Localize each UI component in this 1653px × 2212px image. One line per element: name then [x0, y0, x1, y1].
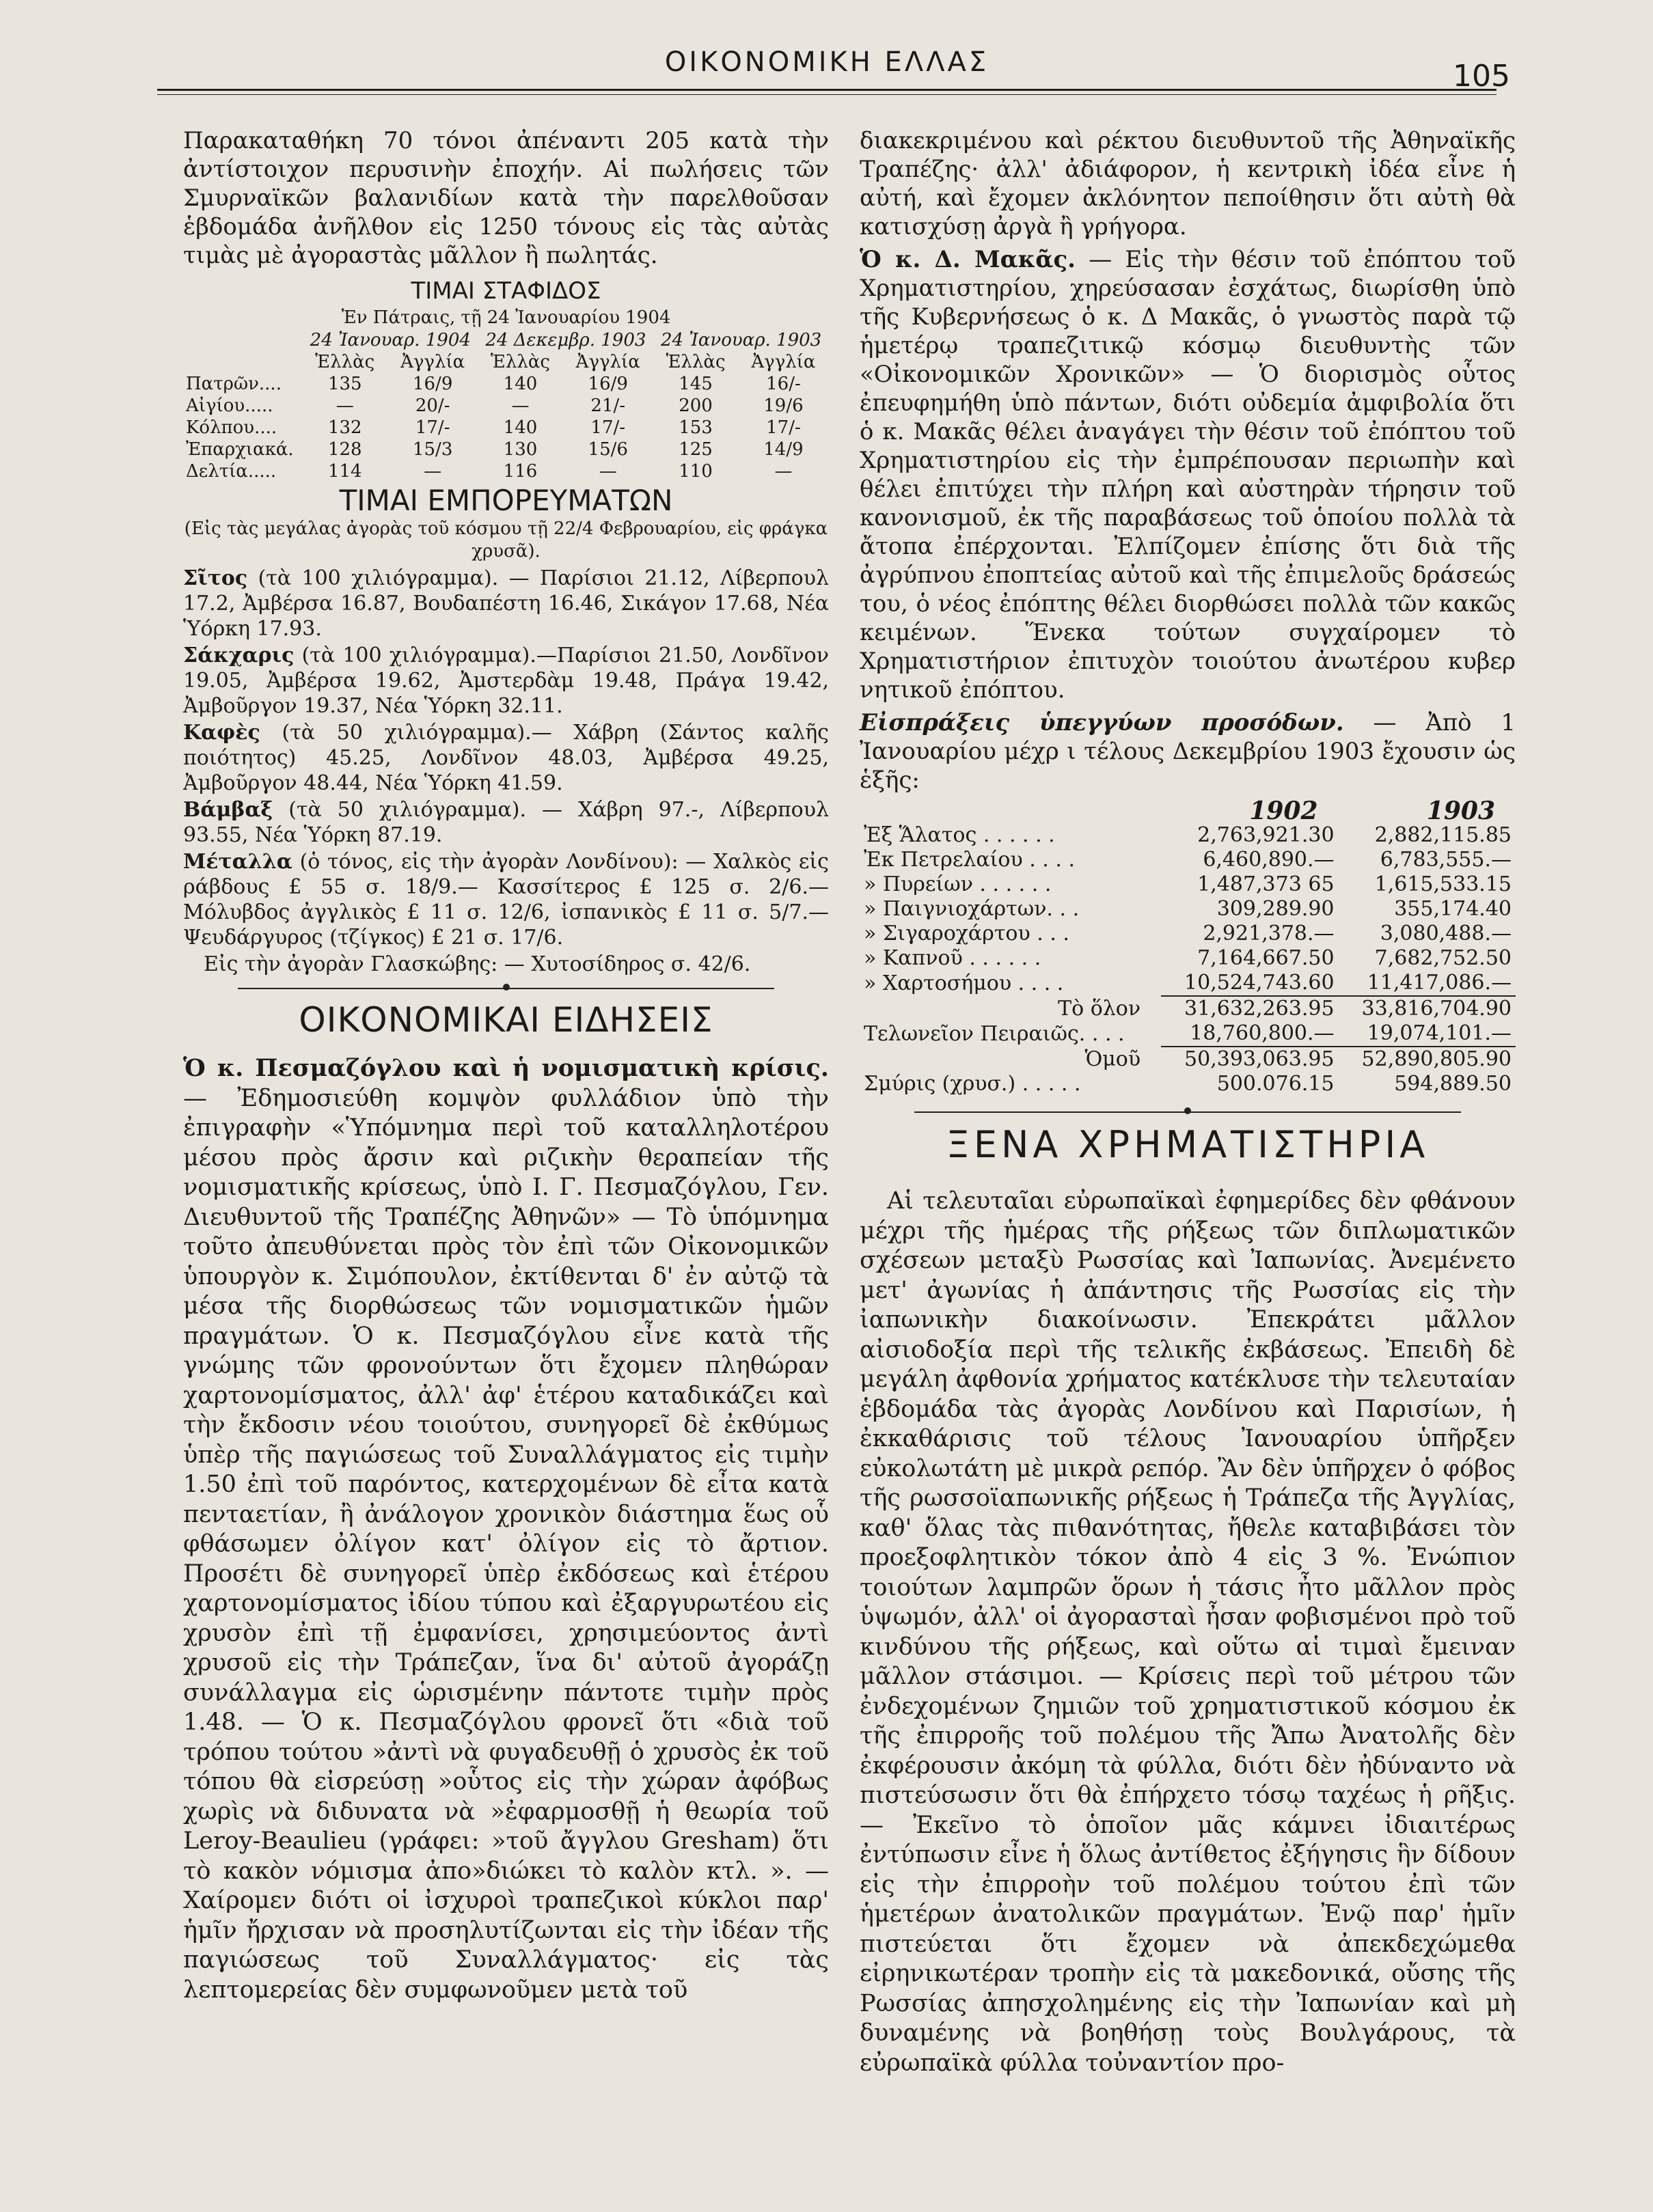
revenue-amount: 10,524,743.60	[1161, 971, 1338, 996]
section-heading-economic-news: ΟΙΚΟΝΟΜΙΚΑΙ ΕΙΔΗΣΕΙΣ	[299, 1000, 713, 1040]
raisin-col-header: Ἑλλὰς	[315, 352, 375, 372]
raisin-price: 110	[679, 461, 713, 482]
revenue-source: » Σιγαροχάρτου . . .	[864, 922, 1069, 945]
table-row	[183, 439, 829, 460]
raisin-price: 17/-	[766, 417, 801, 438]
raisin-price: 125	[679, 439, 713, 460]
raisin-price: —	[774, 461, 793, 482]
goods-list	[183, 566, 829, 950]
article-lead: Ὁ κ. Πεσμαζόγλου καὶ ἡ νομισματικὴ κρίσις.	[183, 1054, 829, 1082]
revenue-source: » Καπνοῦ . . . . . .	[864, 946, 1041, 970]
revenue-year: 1903	[1426, 797, 1495, 825]
revenue-amount: 52,890,805.90	[1361, 1047, 1512, 1071]
revenue-amount: 2,921,378.—	[1203, 922, 1335, 945]
raisin-price: 200	[679, 396, 713, 416]
revenue-lead: Εἰσπράξεις ὑπεγγύων προσόδων.	[860, 709, 1344, 736]
revenue-source: » Πυρείων . . . . . .	[864, 872, 1052, 896]
revenue-amount: 18,760,800.—	[1161, 1021, 1338, 1047]
raisin-price: 145	[679, 374, 713, 394]
continued-paragraph: διακεκριμένου καὶ ρέκτου διευθυντοῦ τῆς Ἀθηναϊκῆς Τραπέζης· ἀλλ' ἀδιάφορον, ἡ κεντρικὴ ἰδέα εἶνε ἡ αὐτή, καὶ ἔχομεν ἀκλόνητον πεποίθησιν ὅτι αὐτὴ θὰ κατισχύσῃ ἀργὰ ἢ γρήγορα.	[860, 127, 1516, 240]
commodity-name: Μέταλλα	[183, 850, 292, 874]
raisin-columns-row	[183, 351, 829, 373]
table-row	[860, 946, 1516, 971]
revenue-amount: 3,080,488.—	[1380, 922, 1512, 945]
commodity-entry	[183, 643, 829, 719]
table-row	[183, 460, 829, 482]
raisin-subheading: Ἐν Πάτραις, τῇ 24 Ἰανουαρίου 1904	[341, 307, 671, 328]
revenue-amount: 7,682,752.50	[1374, 946, 1512, 970]
article-body: — Ἐδημοσιεύθη κομψὸν φυλλάδιον ὑπὸ τὴν ἐπιγραφὴν «Ὑπόμνημα περὶ τοῦ καταλληλοτέρου μέσου πρὸς ἄρσιν καὶ ριζικὴν θεραπείαν τῆς νομισματικῆς κρίσεως, ὑπὸ Ι. Γ. Πεσμαζόγλου, Γεν. Διευθυντοῦ τῆς Τραπέζης Ἀθηνῶν» — Τὸ ὑπόμνημα τοῦτο ἀπευθύνεται πρὸς τὸν ἐπὶ τῶν Οἰκονομικῶν ὑπουργὸν κ. Σιμόπουλον, ἐκτίθενται δ' ἐν αὐτῷ τὰ μέσα τῆς διορθώσεως τῶν νομισματικῶν ἡμῶν πραγμάτων. Ὁ κ. Πεσμαζόγλου εἶνε κατὰ τῆς γνώμης τῶν φρονούντων ὅτι ἔχομεν πληθώραν χαρτονομίσματος, ἀλλ' ἀφ' ἑτέρου καταδικάζει καὶ τὴν ἔκδοσιν νέου τοιούτου, συνηγορεῖ δὲ ἐκθύμως ὑπὲρ τῆς παγιώσεως τοῦ Συναλλάγματος εἰς τιμὴν 1.50 ἐπὶ τοῦ παρόντος, κατερχομένων δὲ εἶτα κατὰ πενταετίαν, ἢ ἀνάλογον χρονικὸν διάστημα ἕως οὗ φθάσωμεν ὀλίγον κατ' ὀλίγον εἰς τὸ ἄρτιον. Προσέτι δὲ συνηγορεῖ ὑπὲρ ἐκδόσεως καὶ ἑτέρου χαρτονομίσματος ἰδίου τύπου καὶ ἐξαργυρωτέου εἰς χρυσὸν ἐπὶ τῇ ἐμφανίσει, χρησιμεύοντος ἀντὶ χρυσοῦ εἰς τὴν Τράπεζαν, ἵνα δι' αὐτοῦ ἀγοράζῃ συνάλλαγμα εἰς ὡρισμένην πάντοτε τιμὴν πρὸς 1.48. — Ὁ κ. Πεσμαζόγλου φρονεῖ ὅτι «διὰ τοῦ τρόπου τούτου »ἀντὶ νὰ φυγαδευθῇ ὁ χρυσὸς ἐκ τοῦ τόπου θὰ εἰσρεύσῃ »οὗτος εἰς τὴν χώραν ἀφόβως χωρὶς νὰ διδυνατα νὰ »ἐφαρμοσθῇ ἡ θεωρία τοῦ Leroy-Beaulieu (γράφει: »τοῦ ἄγγλου Gresham) ὅτι τὸ κακὸν νόμισμα ἀπο»διώκει τὸ καλὸν κτλ. ». — Χαίρομεν διότι οἱ ἰσχυροὶ τραπεζικοὶ κύκλοι παρ' ἡμῖν ἤρχισαν νὰ προσηλυτίζωνται εἰς τὴν ἰδέαν τῆς παγιώσεως τοῦ Συναλλάγματος· εἰς τὰς λεπτομερείας δὲν συμφωνοῦμεν μετὰ τοῦ	[183, 1084, 829, 2004]
revenue-source: Τελωνεῖον Πειραιῶς. . . .	[864, 1021, 1125, 1046]
revenue-body: — Ἀπὸ 1 Ἰανουαρίου μέχρ ι τέλους Δεκεμβρίου 1903 ἔχουσιν ὡς ἑξῆς:	[860, 709, 1516, 794]
raisin-price: 14/9	[763, 439, 804, 460]
raisin-col-header: Ἀγγλία	[575, 352, 640, 372]
table-row	[183, 373, 829, 395]
table-row	[860, 848, 1516, 872]
raisin-price: 17/-	[590, 417, 626, 438]
raisin-price: 130	[503, 439, 538, 460]
raisin-origin: Κόλπου....	[186, 417, 277, 438]
goods-subheading: (Εἰς τὰς μεγάλας ἀγορὰς τοῦ κόσμου τῇ 22/4 Φεβρουαρίου, εἰς φράγκα χρυσᾶ).	[184, 519, 828, 562]
raisin-price: 19/6	[763, 396, 804, 416]
journal-title: ΟΙΚΟΝΟΜΙΚΗ ΕΛΛΑΣ	[664, 46, 989, 78]
commodity-entry	[183, 720, 829, 796]
commodity-name: Καφὲς	[183, 721, 260, 745]
revenue-amount: 19,074,101.—	[1339, 1021, 1516, 1047]
raisin-price: 16/9	[412, 374, 453, 394]
raisin-origin: Πατρῶν....	[186, 374, 282, 394]
commodity-prices: (τὰ 50 χιλιόγραμμα).— Χάβρη (Σάντος καλῆς ποιότητος) 45.25, Λονδῖνον 48.03, Ἀμβέρσα 49.25, Ἀμβοῦργον 48.44, Νέα Ὑόρκη 41.59.	[183, 721, 829, 795]
raisin-origin: Δελτία.....	[186, 461, 277, 482]
raisin-price: 21/-	[590, 396, 626, 416]
makas-body: — Εἰς τὴν θέσιν τοῦ ἐπόπτου τοῦ Χρηματιστηρίου, χηρεύσασαν ἐσχάτως, διωρίσθη ὑπὸ τῆς Κυβερνήσεως ὁ κ. Δ Μακᾶς, ὁ γνωστὸς παρὰ τῷ ἡμετέρῳ τραπεζιτικῷ κόσμῳ διευθυντὴς τῶν «Οἰκονομικῶν Χρονικῶν» — Ὁ διορισμὸς οὗτος ἐπευφημήθη ὑπὸ πάντων, διότι οὐδεμία ἀμφιβολία ὅτι ὁ κ. Μακᾶς θέλει ἀναγάγει τὴν θέσιν τοῦ ἐπόπτου τοῦ Χρηματιστηρίου εἰς τὴν ἐμπρέπουσαν περιωπὴν καὶ θέλει ἐπιτύχει τὴν πλήρη καὶ αὐστηρὰν τήρησιν τοῦ κανονισμοῦ, ἐκ τῆς παραβάσεως τοῦ ὁποίου πολλὰ τὰ ἄτοπα ἐπέρχονται. Ἐλπίζομεν ἐπίσης ὅτι διὰ τῆς ἀγρύπνου ἐποπτείας αὐτοῦ καὶ τῆς ἐπιμελοῦς δράσεώς του, ὁ νέος ἐπόπτης θέλει διορθώσει πολλὰ τῶν κακῶς κειμένων. Ἕνεκα τούτων συγχαίρομεν τὸ Χρηματιστήριον ἐπιτυχὸν τοιούτου ἀνωτέρου κυβερ νητικοῦ ἐπόπτου.	[860, 246, 1516, 704]
header-rule	[157, 89, 1497, 91]
commodity-name: Βάμβαξ	[183, 798, 273, 822]
page-header	[157, 46, 1510, 101]
raisin-price: —	[336, 396, 354, 416]
revenue-amount: 33,816,704.90	[1361, 997, 1512, 1021]
raisin-price: —	[511, 396, 530, 416]
raisin-origin: Αἰγίου.....	[186, 396, 273, 416]
raisin-price: 135	[327, 374, 362, 394]
table-row	[860, 897, 1516, 922]
raisin-col-header: Ἀγγλία	[400, 352, 465, 372]
revenue-amount: 500.076.15	[1216, 1072, 1335, 1096]
table-row	[860, 922, 1516, 946]
revenue-amount: 2,763,921.30	[1197, 823, 1335, 847]
revenue-amount: 6,783,555.—	[1380, 848, 1512, 872]
revenue-amount: 7,164,667.50	[1197, 946, 1335, 970]
foreign-exchanges-article: Αἱ τελευταῖαι εὐρωπαϊκαὶ ἐφημερίδες δὲν φθάνουν μέχρι τῆς ἡμέρας τῆς ρήξεως τῶν διπλωματικῶν σχέσεων μεταξὺ Ρωσσίας καὶ Ἰαπωνίας. Ἀνεμένετο μετ' ἀγωνίας ἡ ἀπάντησις τῆς Ρωσσίας εἰς τὴν ἰαπωνικὴν διακοίνωσιν. Ἐπεκράτει μᾶλλον αἰσιοδοξία περὶ τῆς τελικῆς ἐκβάσεως. Ἐπειδὴ δὲ μεγάλη ἀφθονία χρήματος κατέκλυσε τὴν τελευταίαν ἑβδομάδα τὰς ἀγορὰς Λονδίνου καὶ Παρισίων, ἡ ἐκκαθάρισις τοῦ τέλους Ἰανουαρίου ὑπῆρξεν εὐκολωτάτη μὲ μικρὰ ρεπόρ. Ἂν δὲν ὑπῆρχεν ὁ φόβος τῆς ρωσσοϊαπωνικῆς ρήξεως ἡ Τράπεζα τῆς Ἀγγλίας, καθ' ὅλας τὰς πιθανότητας, ἤθελε καταβιβάσει τὸν προεξοφλητικὸν τόκον ἀπὸ 4 εἰς 3 %. Ἐνώπιον τοιούτων λαμπρῶν ὅρων ἡ τάσις ἦτο μᾶλλον πρὸς ὑψωμόν, ἀλλ' οἱ ἀγορασταὶ ἦσαν φοβισμένοι πρὸ τοῦ κινδύνου τῆς ρήξεως, καὶ οὕτω αἱ τιμαὶ ἔμειναν μᾶλλον στάσιμοι. — Κρίσεις περὶ τοῦ μέτρου τῶν ἐνδεχομένων ζημιῶν τοῦ χρηματιστικοῦ κόσμου ἐκ τῆς ἐπιρροῆς τοῦ πολέμου τῆς Ἄπω Ἀνατολῆς δὲν ἐκφέρουσιν ἀκόμη τὰ φύλλα, διότι δὲν ἠδύναντο νὰ πιστεύσωσιν ὅτι θὰ ἐπήρχετο τόσῳ ταχέως ἡ ρῆξις. — Ἐκεῖνο τὸ ὁποῖον μᾶς κάμνει ἰδιαιτέρως ἐντύπωσιν εἶνε ἡ ὅλως ἀντίθετος ἐξήγησις ἣν δίδουν εἰς τὴν ἐπιρροὴν τοῦ πολέμου τούτου ἐπὶ τῶν ἡμετέρων ἀνατολικῶν πραγμάτων. Ἐνῷ παρ' ἡμῖν πιστεύεται ὅτι ἔχομεν νὰ ἀπεκδεχώμεθα εἰρηνικωτέραν τροπὴν εἰς τὰ μακεδονικά, οὔσης τῆς Ρωσσίας ἀπησχολημένης εἰς τὴν Ἰαπωνίαν καὶ μὴ δυναμένης νὰ βοηθήσῃ τοὺς Βουλγάρους, τὰ εὐρωπαϊκὰ φύλλα τοὐναντίον προ-	[860, 1187, 1516, 2077]
raisin-price: 140	[503, 417, 538, 438]
raisin-origin: Ἐπαρχιακά.	[186, 439, 294, 460]
table-row	[860, 823, 1516, 848]
raisin-price: —	[424, 461, 442, 482]
raisin-price: 16/9	[588, 374, 628, 394]
raisin-col-header: Ἀγγλία	[751, 352, 816, 372]
raisin-price: 15/6	[588, 439, 628, 460]
table-row	[860, 996, 1516, 1021]
table-row	[860, 971, 1516, 996]
raisin-price: 132	[327, 417, 362, 438]
raisin-price: 20/-	[415, 396, 450, 416]
table-row	[183, 417, 829, 439]
table-row	[860, 872, 1516, 897]
raisin-price: 17/-	[415, 417, 450, 438]
revenue-rows	[860, 823, 1516, 1096]
raisin-date: 24 Ἰανουαρ. 1904	[310, 330, 471, 350]
revenue-source: Ὁμοῦ	[1084, 1047, 1141, 1071]
raisin-price: 15/3	[412, 439, 453, 460]
revenue-year: 1902	[1249, 797, 1318, 825]
section-divider	[914, 1111, 1461, 1113]
raisin-price: —	[599, 461, 617, 482]
commodity-prices: (τὰ 100 χιλιόγραμμα). — Παρίσιοι 21.12, Λίβερπουλ 17.2, Ἀμβέρσα 16.87, Βουδαπέστη 16.46, Σικάγον 17.68, Νέα Ὑόρκη 17.93.	[183, 566, 829, 641]
makas-article	[860, 245, 1516, 704]
revenue-amount: 1,487,373 65	[1197, 872, 1335, 896]
intro-paragraph: Παρακαταθήκη 70 τόνοι ἀπέναντι 205 κατὰ τὴν ἀντίστοιχον περυσινὴν ἐποχήν. Αἱ πωλήσεις τῶν Σμυρναϊκῶν βαλανιδίων κατὰ τὴν παρελθοῦσαν ἑβδομάδα ἀνῆλθον εἰς 1250 τόνους εἰς τὰς αὐτὰς τιμὰς μὲ ἀγοραστὰς μᾶλλον ἢ πωλητάς.	[183, 127, 829, 269]
raisin-price: 140	[503, 374, 538, 394]
commodity-prices: (τὰ 50 χιλιόγραμμα). — Χάβρη 97.-, Λίβερπουλ 93.55, Νέα Ὑόρκη 87.19.	[183, 798, 829, 847]
revenue-table	[860, 799, 1516, 1096]
commodity-entry	[183, 566, 829, 641]
raisin-price: 128	[327, 439, 362, 460]
revenue-amount: 31,632,263.95	[1184, 997, 1335, 1021]
left-column	[183, 126, 829, 2009]
revenue-amount: 309,289.90	[1216, 897, 1335, 921]
table-row	[860, 1047, 1516, 1072]
revenue-amount: 1,615,533.15	[1374, 872, 1512, 896]
raisin-dates-row	[183, 329, 829, 351]
revenue-amount: 594,889.50	[1394, 1072, 1512, 1096]
commodity-name: Σῖτος	[183, 566, 248, 590]
raisin-price: 153	[679, 417, 713, 438]
commodity-entry	[183, 849, 829, 950]
raisin-rows	[183, 373, 829, 482]
table-row	[860, 1021, 1516, 1047]
commodity-prices: (ὁ τόνος, εἰς τὴν ἀγορὰν Λονδίνου): — Χαλκὸς εἰς ράβδους £ 55 σ. 18/9.— Κασσίτερος £ 125 σ. 2/6.— Μόλυβδος ἀγγλικὸς £ 11 σ. 12/6, ἰσπανικὸς £ 11 σ. 5/7.— Ψευδάργυρος (τζίγκος) £ 21 σ. 17/6.	[183, 850, 829, 950]
revenue-amount: 11,417,086.—	[1339, 971, 1516, 996]
raisin-price: 16/-	[766, 374, 801, 394]
page-number: 105	[1453, 59, 1510, 94]
raisin-col-header: Ἑλλὰς	[666, 352, 726, 372]
revenue-source: Τὸ ὅλον	[1058, 996, 1141, 1021]
raisin-price: 116	[503, 461, 538, 482]
table-row	[183, 395, 829, 417]
table-row	[860, 1072, 1516, 1096]
section-heading-foreign-exchanges: ΞΕΝΑ ΧΡΗΜΑΤΙΣΤΗΡΙΑ	[946, 1123, 1430, 1166]
glasgow-line: Εἰς τὴν ἀγορὰν Γλασκώβης: — Χυτοσίδηρος σ. 42/6.	[204, 952, 751, 976]
revenue-source: Σμύρις (χρυσ.) . . . . .	[864, 1072, 1081, 1096]
raisin-date: 24 Δεκεμβρ. 1903	[485, 330, 646, 350]
revenue-source: » Παιγνιοχάρτων. . .	[864, 897, 1080, 921]
revenue-amount: 355,174.40	[1394, 897, 1512, 921]
revenue-amount: 2,882,115.85	[1374, 823, 1512, 847]
commodity-entry	[183, 797, 829, 848]
right-column	[860, 126, 1516, 2082]
raisin-col-header: Ἑλλὰς	[491, 352, 550, 372]
raisin-date: 24 Ἰανουαρ. 1903	[660, 330, 822, 350]
revenue-source: » Χαρτοσήμου . . . .	[864, 971, 1064, 995]
revenue-amount: 50,393,063.95	[1184, 1047, 1335, 1071]
revenue-years-row	[860, 799, 1516, 823]
goods-prices-heading: ΤΙΜΑΙ ΕΜΠΟΡΕΥΜΑΤΩΝ	[339, 484, 673, 517]
commodity-name: Σάκχαρις	[183, 644, 295, 667]
revenue-intro	[860, 708, 1516, 794]
makas-lead: Ὁ κ. Δ. Μακᾶς.	[860, 246, 1076, 273]
section-divider	[238, 988, 774, 989]
raisin-price: 114	[327, 461, 362, 482]
raisin-prices-heading: ΤΙΜΑΙ ΣΤΑΦΙΔΟΣ	[411, 277, 601, 305]
commodity-prices: (τὰ 100 χιλιόγραμμα).—Παρίσιοι 21.50, Λονδῖνον 19.05, Ἀμβέρσα 19.62, Ἀμστερδὰμ 19.48, Πράγα 19.42, Ἀμβοῦργον 19.37, Νέα Ὑόρκη 32.11.	[183, 644, 829, 718]
revenue-amount: 6,460,890.—	[1203, 848, 1335, 872]
revenue-source: Ἐκ Πετρελαίου . . . .	[864, 848, 1075, 872]
revenue-source: Ἐξ Ἅλατος . . . . . .	[864, 823, 1055, 847]
raisin-prices-table	[183, 329, 829, 482]
header-rule-thin	[157, 94, 1497, 95]
pesmazoglou-article	[183, 1053, 829, 2005]
